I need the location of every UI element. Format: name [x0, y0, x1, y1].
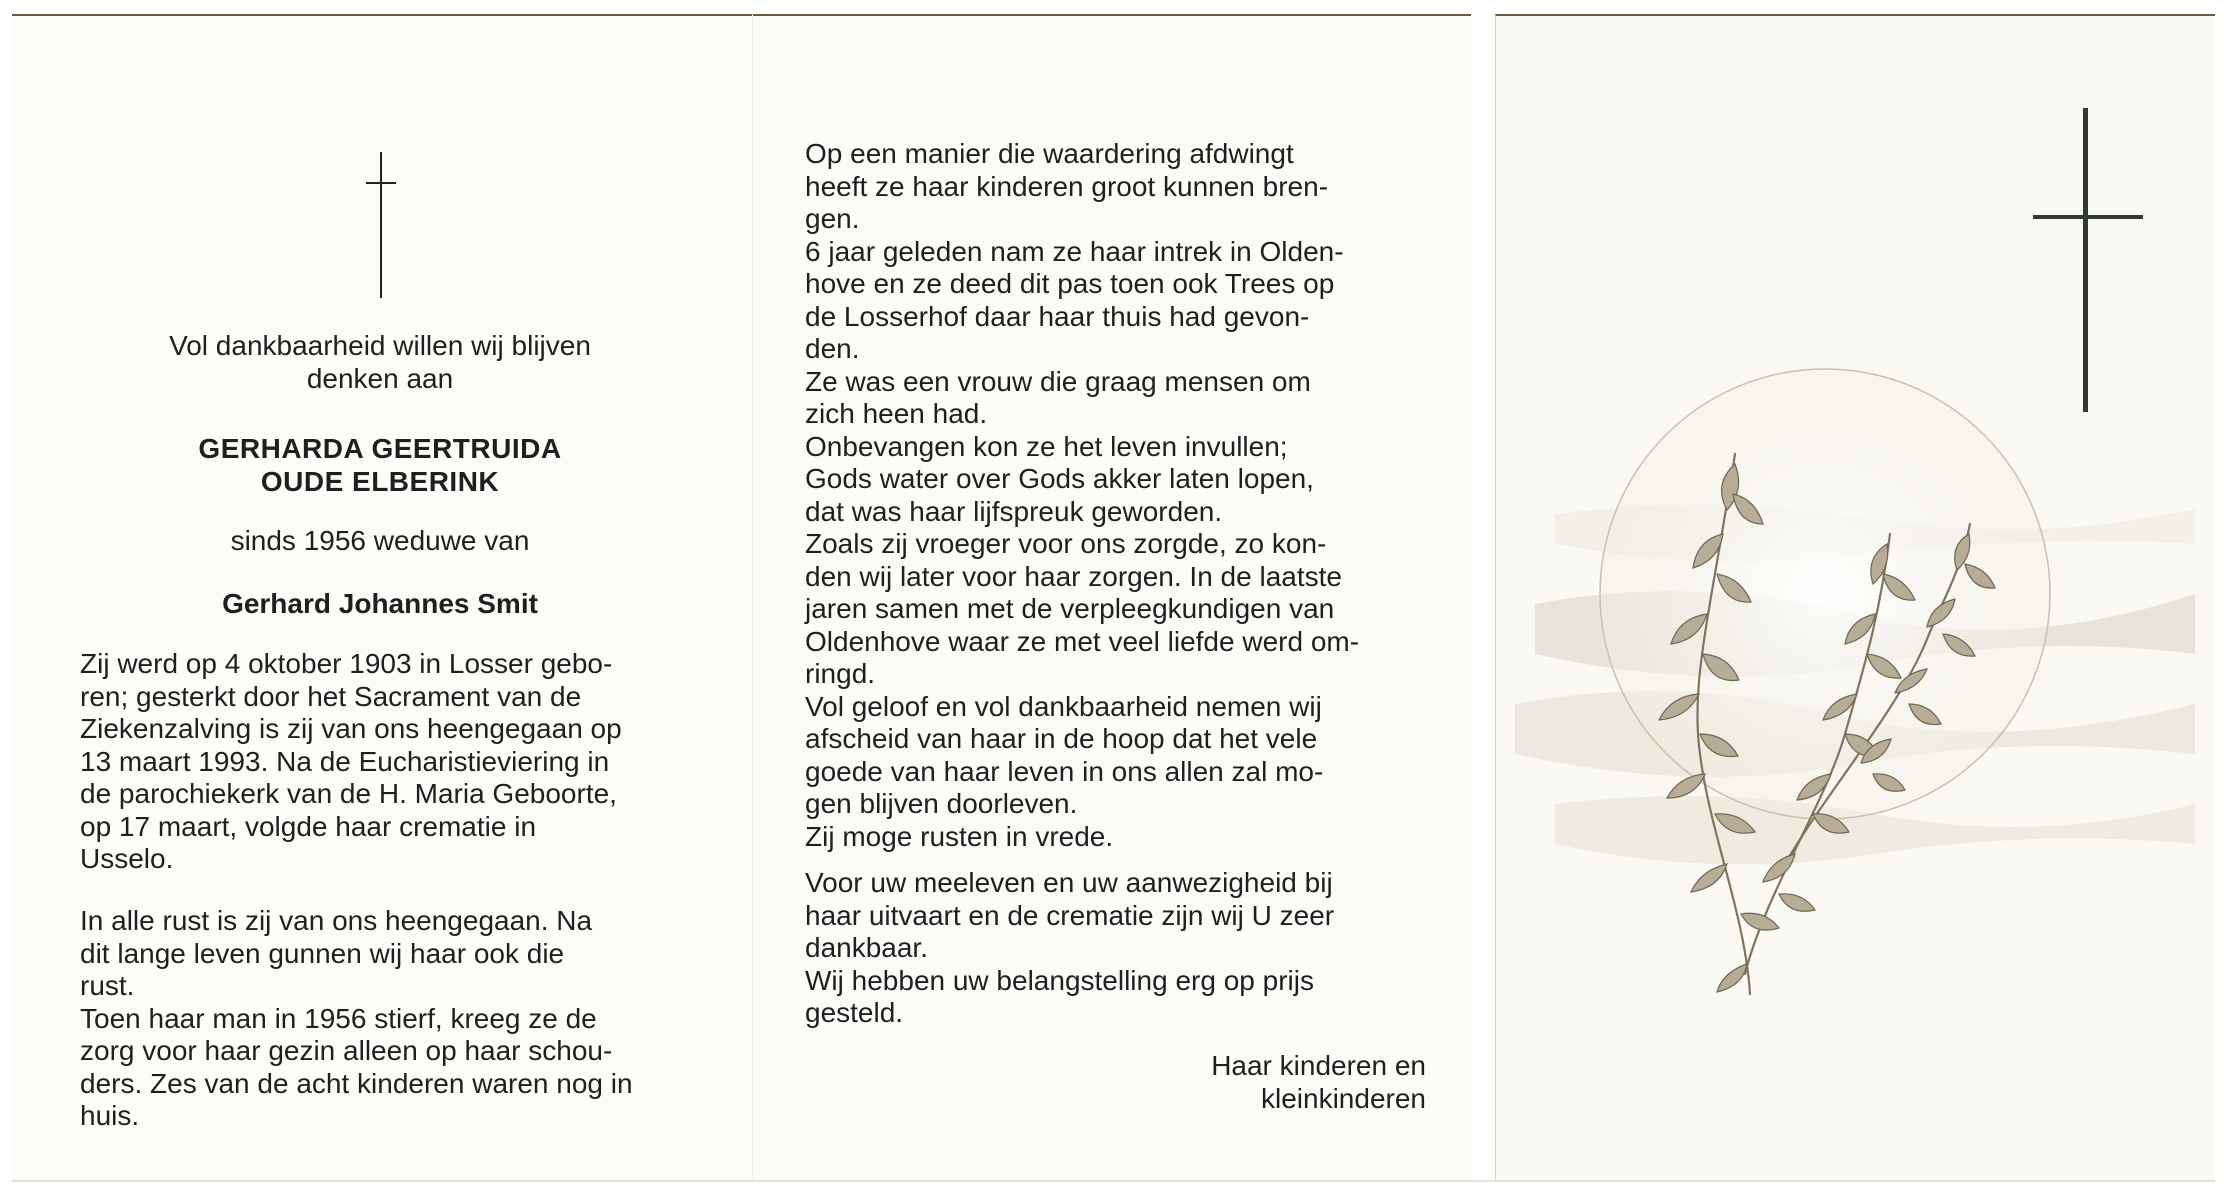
widow-line: sinds 1956 weduwe van: [230, 525, 530, 556]
front-cover-illustration: [1495, 14, 2215, 1182]
cross-icon: [366, 152, 396, 298]
life-paragraph: In alle rust is zij van ons heengegaan. Na dit lange leven gunnen wij haar ook die rust. Toen haar man in 1956 stierf, kreeg ze de zorg voor haar gezin alleen op haar schou- ders. Zes van de acht kinderen waren nog in huis.: [80, 905, 633, 1131]
remembrance-paragraph: Op een manier die waardering afdwingt heeft ze haar kinderen groot kunnen bren- gen. 6 jaar geleden nam ze haar intrek in Olden- hove en ze deed dit pas toen ook Trees op de Losserhof daar haar thuis had gevon- den. Ze was een vrouw die graag mensen om zich heen had. Onbevangen kon ze het leven invullen; Gods water over Gods akker laten lopen, dat was haar lijfspreuk geworden. Zoals zij vroeger voor ons zorgde, zo kon- den wij later voor haar zorgen. In de laatste jaren samen met de verpleegkundigen van Oldenhove waar ze met veel liefde werd om- ringd. Vol geloof en vol dankbaarheid nemen wij afscheid van haar in de hoop dat het vele goede van haar leven in ons allen zal mo- gen blijven doorleven. Zij moge rusten in vrede.: [805, 138, 1360, 852]
intro-text: Vol dankbaarheid willen wij blijven denken aan: [169, 330, 591, 394]
halo-circle: [1600, 369, 2050, 819]
husband-name: Gerhard Johannes Smit: [222, 588, 538, 619]
biography-paragraph: Zij werd op 4 oktober 1903 in Losser gebo- ren; gesterkt door het Sacrament van de Ziekenzalving is zij van ons heengegaan op 13 maart 1993. Na de Eucharistieviering in de parochiekerk van de H. Maria Geboorte, op 17 maart, volgde haar crematie in Usselo.: [80, 648, 622, 874]
signature: Haar kinderen en kleinkinderen: [1211, 1050, 1426, 1114]
thanks-paragraph: Voor uw meeleven en uw aanwezigheid bij haar uitvaart en de crematie zijn wij U zeer dankbaar. Wij hebben uw belangstelling erg op prijs gesteld.: [805, 867, 1335, 1028]
cross-icon: [2033, 108, 2143, 412]
deceased-name: GERHARDA GEERTRUIDA OUDE ELBERINK: [198, 433, 562, 497]
page-gap: [1472, 14, 1494, 1182]
